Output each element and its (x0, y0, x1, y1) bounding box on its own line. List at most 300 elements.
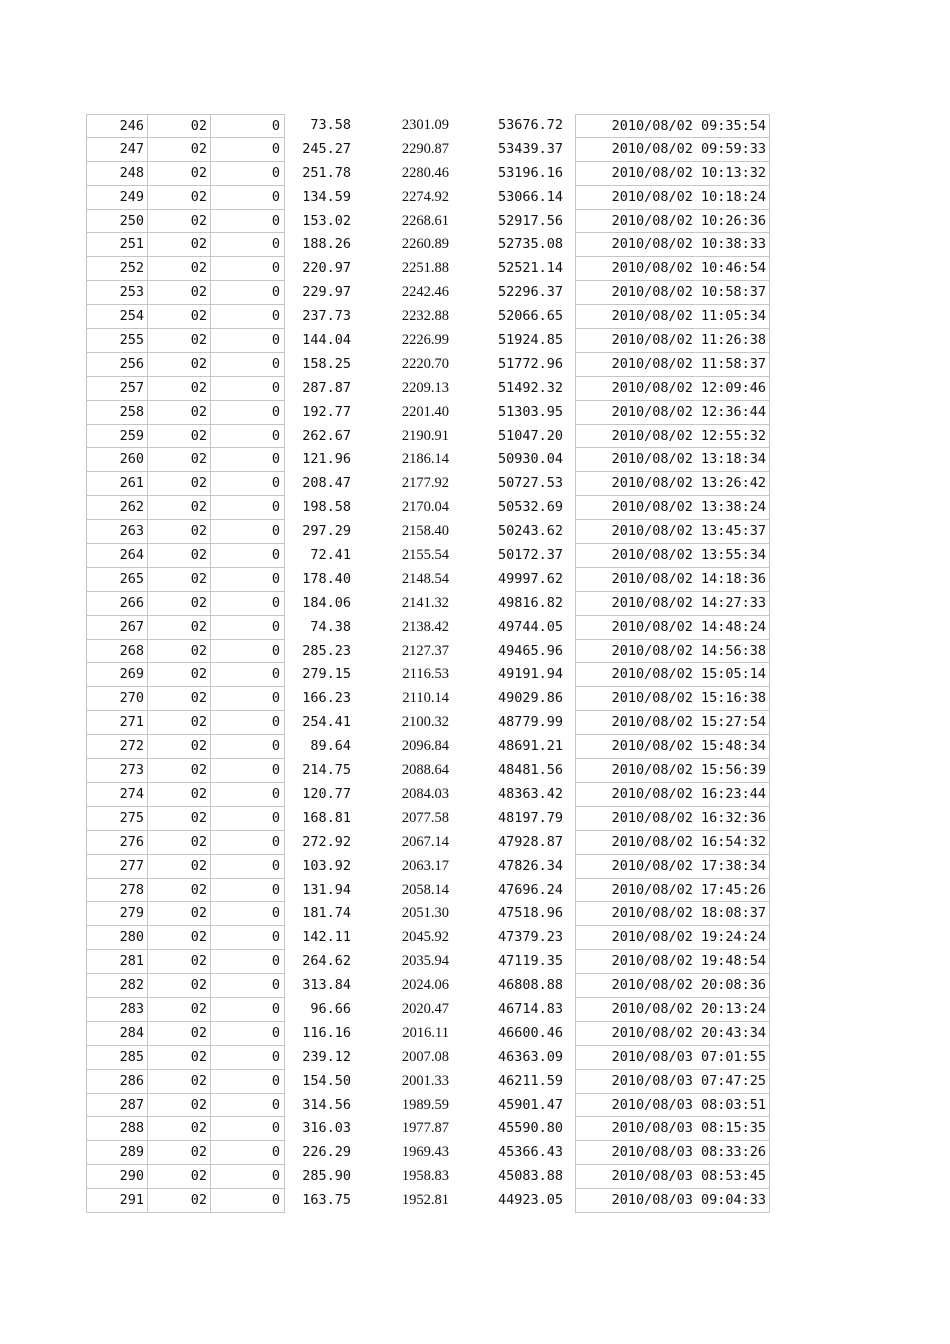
table-row (86, 783, 772, 807)
balance-cell: 46211.59 (497, 1072, 563, 1089)
timestamp-cell: 2010/08/02 17:38:34 (575, 855, 770, 879)
balance-cell: 46808.88 (497, 977, 563, 994)
balance-cell: 46600.46 (497, 1024, 563, 1041)
table-row (86, 138, 772, 162)
balance-cell: 50930.04 (497, 451, 563, 468)
row-index-cell: 264 (86, 544, 148, 568)
balance-cell: 50172.37 (497, 547, 563, 564)
flag-cell: 0 (211, 425, 285, 449)
flag-cell: 0 (211, 496, 285, 520)
row-index-cell: 288 (86, 1117, 148, 1141)
value-cell: 2268.61 (401, 212, 449, 229)
value-cell: 2301.09 (401, 117, 449, 133)
balance-cell: 45901.47 (497, 1096, 563, 1113)
table-row (86, 353, 772, 377)
timestamp-cell: 2010/08/02 20:43:34 (575, 1022, 770, 1046)
flag-cell: 0 (211, 783, 285, 807)
amount-cell: 178.40 (302, 570, 351, 587)
amount-cell: 144.04 (302, 332, 351, 349)
timestamp-cell: 2010/08/02 13:45:37 (575, 520, 770, 544)
row-index-cell: 250 (86, 210, 148, 234)
table-row (86, 568, 772, 592)
code-cell: 02 (148, 950, 211, 974)
balance-cell: 47696.24 (497, 881, 563, 898)
amount-cell: 272.92 (302, 833, 351, 850)
table-row (86, 496, 772, 520)
value-cell: 2051.30 (401, 905, 449, 922)
table-row (86, 1117, 772, 1141)
code-cell: 02 (148, 783, 211, 807)
amount-cell: 154.50 (302, 1072, 351, 1089)
flag-cell: 0 (211, 687, 285, 711)
row-index-cell: 246 (86, 114, 148, 138)
value-cell: 2148.54 (401, 570, 449, 587)
code-cell: 02 (148, 640, 211, 664)
code-cell: 02 (148, 472, 211, 496)
timestamp-cell: 2010/08/03 07:47:25 (575, 1070, 770, 1094)
timestamp-cell: 2010/08/02 20:08:36 (575, 974, 770, 998)
row-index-cell: 284 (86, 1022, 148, 1046)
amount-cell: 121.96 (302, 451, 351, 468)
value-cell: 2186.14 (401, 451, 449, 468)
value-cell: 2209.13 (401, 379, 449, 396)
timestamp-cell: 2010/08/02 19:48:54 (575, 950, 770, 974)
flag-cell: 0 (211, 138, 285, 162)
row-index-cell: 278 (86, 879, 148, 903)
row-index-cell: 286 (86, 1070, 148, 1094)
row-index-cell: 253 (86, 281, 148, 305)
amount-cell: 287.87 (302, 379, 351, 396)
amount-cell: 158.25 (302, 355, 351, 372)
flag-cell: 0 (211, 329, 285, 353)
balance-cell: 53439.37 (497, 140, 563, 157)
table-row (86, 616, 772, 640)
timestamp-cell: 2010/08/02 15:27:54 (575, 711, 770, 735)
balance-cell: 53066.14 (497, 188, 563, 205)
value-cell: 1952.81 (401, 1192, 449, 1209)
flag-cell: 0 (211, 1046, 285, 1070)
value-cell: 2158.40 (401, 523, 449, 540)
table-row (86, 759, 772, 783)
row-index-cell: 262 (86, 496, 148, 520)
timestamp-cell: 2010/08/02 20:13:24 (575, 998, 770, 1022)
amount-cell: 142.11 (302, 929, 351, 946)
timestamp-cell: 2010/08/03 08:03:51 (575, 1094, 770, 1118)
amount-cell: 316.03 (302, 1120, 351, 1137)
value-cell: 2251.88 (401, 260, 449, 277)
amount-cell: 153.02 (302, 212, 351, 229)
timestamp-cell: 2010/08/02 09:35:54 (575, 114, 770, 138)
code-cell: 02 (148, 257, 211, 281)
value-cell: 2220.70 (401, 355, 449, 372)
flag-cell: 0 (211, 1189, 285, 1213)
code-cell: 02 (148, 377, 211, 401)
value-cell: 1977.87 (401, 1120, 449, 1137)
timestamp-cell: 2010/08/02 12:36:44 (575, 401, 770, 425)
flag-cell: 0 (211, 448, 285, 472)
code-cell: 02 (148, 496, 211, 520)
code-cell: 02 (148, 1094, 211, 1118)
value-cell: 2077.58 (401, 809, 449, 826)
amount-cell: 116.16 (302, 1024, 351, 1041)
code-cell: 02 (148, 616, 211, 640)
row-index-cell: 285 (86, 1046, 148, 1070)
flag-cell: 0 (211, 520, 285, 544)
balance-cell: 52296.37 (497, 284, 563, 301)
table-row (86, 257, 772, 281)
table-row (86, 1141, 772, 1165)
balance-cell: 48691.21 (497, 738, 563, 755)
flag-cell: 0 (211, 592, 285, 616)
balance-cell: 48363.42 (497, 785, 563, 802)
value-cell: 2024.06 (401, 977, 449, 994)
code-cell: 02 (148, 831, 211, 855)
balance-cell: 50532.69 (497, 499, 563, 516)
amount-cell: 120.77 (302, 785, 351, 802)
value-cell: 2067.14 (401, 833, 449, 850)
amount-cell: 134.59 (302, 188, 351, 205)
value-cell: 2190.91 (401, 427, 449, 444)
amount-cell: 220.97 (302, 260, 351, 277)
timestamp-cell: 2010/08/02 15:05:14 (575, 663, 770, 687)
value-cell: 2045.92 (401, 929, 449, 946)
value-cell: 2138.42 (401, 618, 449, 635)
amount-cell: 285.90 (302, 1168, 351, 1185)
value-cell: 2177.92 (401, 475, 449, 492)
flag-cell: 0 (211, 950, 285, 974)
code-cell: 02 (148, 998, 211, 1022)
amount-cell: 103.92 (302, 857, 351, 874)
balance-cell: 46714.83 (497, 1000, 563, 1017)
table-row (86, 186, 772, 210)
code-cell: 02 (148, 592, 211, 616)
amount-cell: 297.29 (302, 523, 351, 540)
code-cell: 02 (148, 138, 211, 162)
flag-cell: 0 (211, 210, 285, 234)
timestamp-cell: 2010/08/02 16:54:32 (575, 831, 770, 855)
code-cell: 02 (148, 687, 211, 711)
table-row (86, 377, 772, 401)
flag-cell: 0 (211, 1022, 285, 1046)
balance-cell: 44923.05 (497, 1192, 563, 1209)
row-index-cell: 275 (86, 807, 148, 831)
timestamp-cell: 2010/08/02 14:48:24 (575, 616, 770, 640)
table-row (86, 520, 772, 544)
row-index-cell: 257 (86, 377, 148, 401)
balance-cell: 47119.35 (497, 953, 563, 970)
value-cell: 2016.11 (402, 1024, 449, 1041)
balance-cell: 49997.62 (497, 570, 563, 587)
value-cell: 2242.46 (401, 284, 449, 301)
timestamp-cell: 2010/08/03 08:53:45 (575, 1165, 770, 1189)
table-row (86, 448, 772, 472)
value-cell: 2274.92 (401, 188, 449, 205)
timestamp-cell: 2010/08/02 10:46:54 (575, 257, 770, 281)
balance-cell: 51772.96 (497, 355, 563, 372)
value-cell: 2201.40 (401, 403, 449, 420)
row-index-cell: 268 (86, 640, 148, 664)
row-index-cell: 252 (86, 257, 148, 281)
table-row (86, 807, 772, 831)
timestamp-cell: 2010/08/02 16:32:36 (575, 807, 770, 831)
flag-cell: 0 (211, 544, 285, 568)
timestamp-cell: 2010/08/02 10:58:37 (575, 281, 770, 305)
amount-cell: 214.75 (302, 762, 351, 779)
table-row (86, 902, 772, 926)
code-cell: 02 (148, 520, 211, 544)
table-row (86, 425, 772, 449)
value-cell: 2063.17 (401, 857, 449, 874)
timestamp-cell: 2010/08/02 11:58:37 (575, 353, 770, 377)
table-row (86, 1070, 772, 1094)
table-row (86, 401, 772, 425)
flag-cell: 0 (211, 257, 285, 281)
flag-cell: 0 (211, 186, 285, 210)
timestamp-cell: 2010/08/02 13:26:42 (575, 472, 770, 496)
timestamp-cell: 2010/08/02 15:48:34 (575, 735, 770, 759)
amount-cell: 131.94 (302, 881, 351, 898)
amount-cell: 226.29 (302, 1144, 351, 1161)
flag-cell: 0 (211, 472, 285, 496)
code-cell: 02 (148, 1165, 211, 1189)
value-cell: 2226.99 (401, 332, 449, 349)
row-index-cell: 258 (86, 401, 148, 425)
table-row (86, 233, 772, 257)
row-index-cell: 260 (86, 448, 148, 472)
table-row (86, 114, 772, 138)
code-cell: 02 (148, 448, 211, 472)
code-cell: 02 (148, 568, 211, 592)
amount-cell: 192.77 (302, 403, 351, 420)
timestamp-cell: 2010/08/03 08:15:35 (575, 1117, 770, 1141)
table-row (86, 831, 772, 855)
balance-cell: 51492.32 (497, 379, 563, 396)
row-index-cell: 276 (86, 831, 148, 855)
row-index-cell: 255 (86, 329, 148, 353)
row-index-cell: 254 (86, 305, 148, 329)
flag-cell: 0 (211, 281, 285, 305)
amount-cell: 184.06 (302, 594, 351, 611)
table-row (86, 1022, 772, 1046)
amount-cell: 245.27 (302, 140, 351, 157)
row-index-cell: 277 (86, 855, 148, 879)
table-row (86, 735, 772, 759)
table-row (86, 998, 772, 1022)
amount-cell: 279.15 (302, 666, 351, 683)
row-index-cell: 291 (86, 1189, 148, 1213)
balance-cell: 51924.85 (497, 332, 563, 349)
amount-cell: 285.23 (302, 642, 351, 659)
row-index-cell: 270 (86, 687, 148, 711)
code-cell: 02 (148, 855, 211, 879)
code-cell: 02 (148, 186, 211, 210)
flag-cell: 0 (211, 377, 285, 401)
code-cell: 02 (148, 879, 211, 903)
value-cell: 2058.14 (401, 881, 449, 898)
timestamp-cell: 2010/08/02 09:59:33 (575, 138, 770, 162)
row-index-cell: 247 (86, 138, 148, 162)
timestamp-cell: 2010/08/02 16:23:44 (575, 783, 770, 807)
row-index-cell: 290 (86, 1165, 148, 1189)
table-row (86, 926, 772, 950)
balance-cell: 52066.65 (497, 308, 563, 325)
amount-cell: 181.74 (302, 905, 351, 922)
value-cell: 2088.64 (401, 762, 449, 779)
balance-cell: 51303.95 (497, 403, 563, 420)
flag-cell: 0 (211, 162, 285, 186)
timestamp-cell: 2010/08/02 17:45:26 (575, 879, 770, 903)
flag-cell: 0 (211, 974, 285, 998)
table-row (86, 879, 772, 903)
table-row (86, 1189, 772, 1213)
code-cell: 02 (148, 1046, 211, 1070)
row-index-cell: 287 (86, 1094, 148, 1118)
table-row (86, 544, 772, 568)
table-row (86, 687, 772, 711)
flag-cell: 0 (211, 1165, 285, 1189)
value-cell: 1969.43 (401, 1144, 449, 1161)
table-row (86, 1094, 772, 1118)
timestamp-cell: 2010/08/02 10:38:33 (575, 233, 770, 257)
table-row (86, 663, 772, 687)
timestamp-cell: 2010/08/02 15:16:38 (575, 687, 770, 711)
code-cell: 02 (148, 974, 211, 998)
flag-cell: 0 (211, 879, 285, 903)
code-cell: 02 (148, 114, 211, 138)
amount-cell: 262.67 (302, 427, 351, 444)
amount-cell: 314.56 (302, 1096, 351, 1113)
amount-cell: 89.64 (310, 738, 351, 755)
balance-cell: 50727.53 (497, 475, 563, 492)
balance-cell: 49465.96 (497, 642, 563, 659)
timestamp-cell: 2010/08/02 12:55:32 (575, 425, 770, 449)
balance-cell: 45366.43 (497, 1144, 563, 1161)
row-index-cell: 265 (86, 568, 148, 592)
amount-cell: 166.23 (302, 690, 351, 707)
row-index-cell: 282 (86, 974, 148, 998)
code-cell: 02 (148, 1022, 211, 1046)
amount-cell: 237.73 (302, 308, 351, 325)
balance-cell: 47379.23 (497, 929, 563, 946)
timestamp-cell: 2010/08/02 14:56:38 (575, 640, 770, 664)
table-row (86, 855, 772, 879)
timestamp-cell: 2010/08/02 12:09:46 (575, 377, 770, 401)
amount-cell: 251.78 (302, 164, 351, 181)
timestamp-cell: 2010/08/03 07:01:55 (575, 1046, 770, 1070)
row-index-cell: 283 (86, 998, 148, 1022)
flag-cell: 0 (211, 807, 285, 831)
amount-cell: 239.12 (302, 1048, 351, 1065)
code-cell: 02 (148, 1117, 211, 1141)
code-cell: 02 (148, 663, 211, 687)
balance-cell: 48779.99 (497, 714, 563, 731)
table-row (86, 592, 772, 616)
amount-cell: 229.97 (302, 284, 351, 301)
value-cell: 2155.54 (401, 547, 449, 564)
row-index-cell: 261 (86, 472, 148, 496)
value-cell: 2127.37 (401, 642, 449, 659)
value-cell: 2007.08 (401, 1048, 449, 1065)
flag-cell: 0 (211, 711, 285, 735)
value-cell: 2170.04 (401, 499, 449, 516)
value-cell: 2290.87 (401, 140, 449, 157)
value-cell: 2260.89 (401, 236, 449, 253)
flag-cell: 0 (211, 735, 285, 759)
table-row (86, 1165, 772, 1189)
table-row (86, 210, 772, 234)
row-index-cell: 256 (86, 353, 148, 377)
amount-cell: 313.84 (302, 977, 351, 994)
code-cell: 02 (148, 735, 211, 759)
balance-cell: 47518.96 (497, 905, 563, 922)
balance-cell: 48481.56 (497, 762, 563, 779)
balance-cell: 49816.82 (497, 594, 563, 611)
row-index-cell: 281 (86, 950, 148, 974)
value-cell: 2084.03 (401, 785, 449, 802)
code-cell: 02 (148, 807, 211, 831)
timestamp-cell: 2010/08/02 14:18:36 (575, 568, 770, 592)
amount-cell: 72.41 (310, 547, 351, 564)
table-row (86, 1046, 772, 1070)
flag-cell: 0 (211, 998, 285, 1022)
flag-cell: 0 (211, 759, 285, 783)
timestamp-cell: 2010/08/02 14:27:33 (575, 592, 770, 616)
flag-cell: 0 (211, 353, 285, 377)
timestamp-cell: 2010/08/02 13:55:34 (575, 544, 770, 568)
table-row (86, 329, 772, 353)
flag-cell: 0 (211, 114, 285, 138)
row-index-cell: 266 (86, 592, 148, 616)
value-cell: 2110.14 (402, 690, 449, 707)
timestamp-cell: 2010/08/02 19:24:24 (575, 926, 770, 950)
code-cell: 02 (148, 162, 211, 186)
row-index-cell: 248 (86, 162, 148, 186)
flag-cell: 0 (211, 831, 285, 855)
timestamp-cell: 2010/08/02 10:18:24 (575, 186, 770, 210)
flag-cell: 0 (211, 855, 285, 879)
value-cell: 2232.88 (401, 308, 449, 325)
balance-cell: 50243.62 (497, 523, 563, 540)
balance-cell: 53676.72 (497, 117, 563, 133)
amount-cell: 168.81 (302, 809, 351, 826)
row-index-cell: 272 (86, 735, 148, 759)
timestamp-cell: 2010/08/02 15:56:39 (575, 759, 770, 783)
amount-cell: 73.58 (310, 117, 351, 133)
timestamp-cell: 2010/08/02 18:08:37 (575, 902, 770, 926)
data-table (86, 114, 772, 1213)
code-cell: 02 (148, 759, 211, 783)
balance-cell: 52735.08 (497, 236, 563, 253)
flag-cell: 0 (211, 1117, 285, 1141)
table-row (86, 711, 772, 735)
flag-cell: 0 (211, 926, 285, 950)
code-cell: 02 (148, 210, 211, 234)
table-row (86, 281, 772, 305)
code-cell: 02 (148, 305, 211, 329)
table-row (86, 305, 772, 329)
code-cell: 02 (148, 401, 211, 425)
code-cell: 02 (148, 1141, 211, 1165)
balance-cell: 45083.88 (497, 1168, 563, 1185)
flag-cell: 0 (211, 568, 285, 592)
table-row (86, 974, 772, 998)
balance-cell: 49191.94 (497, 666, 563, 683)
timestamp-cell: 2010/08/02 10:26:36 (575, 210, 770, 234)
row-index-cell: 267 (86, 616, 148, 640)
amount-cell: 163.75 (302, 1192, 351, 1209)
amount-cell: 198.58 (302, 499, 351, 516)
row-index-cell: 280 (86, 926, 148, 950)
